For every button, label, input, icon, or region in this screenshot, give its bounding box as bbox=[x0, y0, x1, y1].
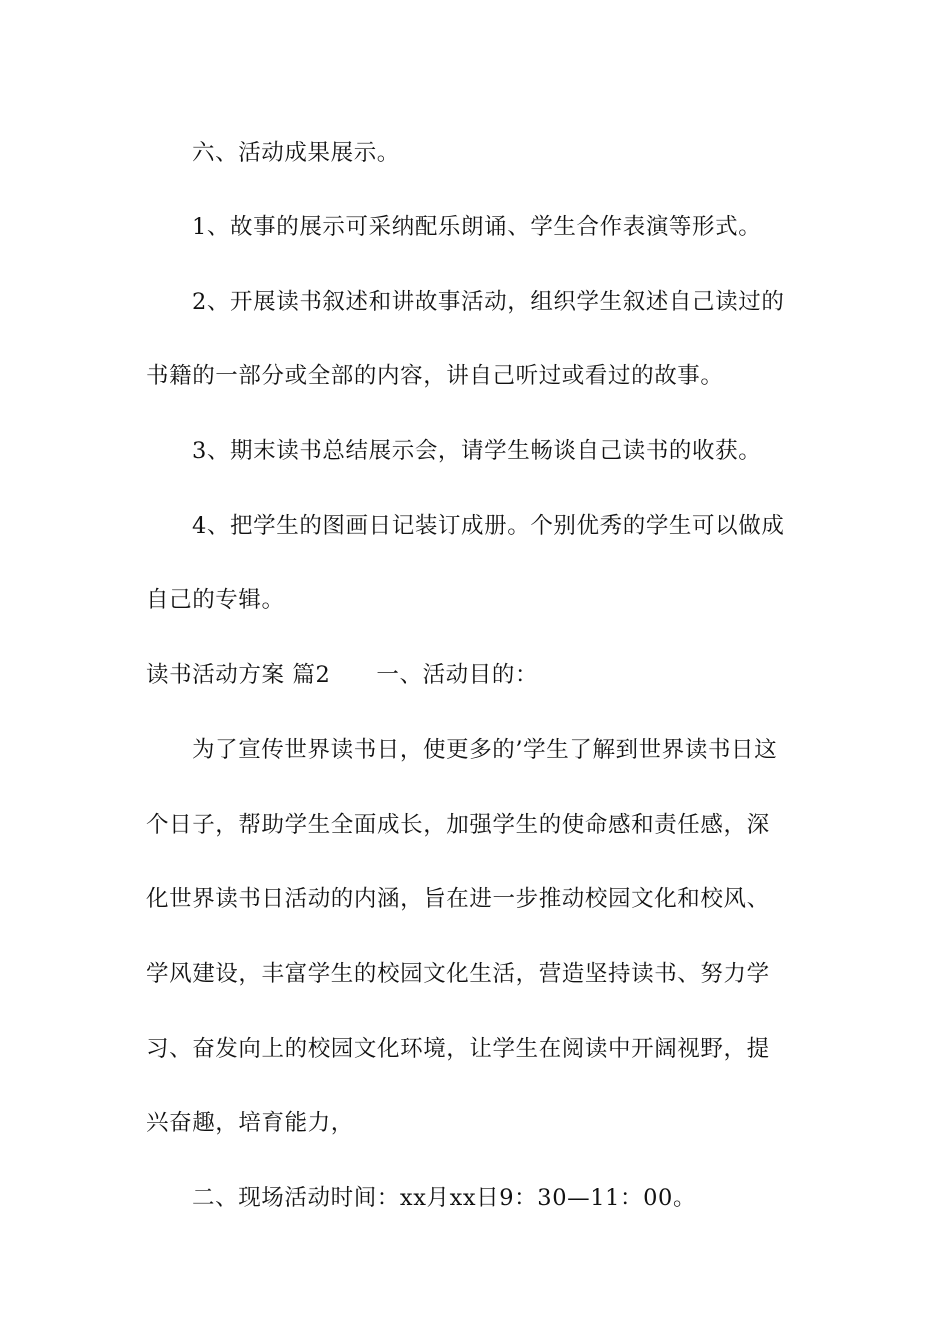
paragraph-line: 4、把学生的图画日记装订成册。个别优秀的学生可以做成 bbox=[192, 513, 785, 539]
paragraph-line: 兴奋趣，培育能力， bbox=[146, 1110, 354, 1136]
paragraph-line: 习、奋发向上的校园文化环境，让学生在阅读中开阔视野，提 bbox=[146, 1036, 770, 1062]
section-title: 读书活动方案 篇2 bbox=[146, 662, 331, 688]
section-heading bbox=[146, 661, 816, 689]
paragraph-line: 2、开展读书叙述和讲故事活动，组织学生叙述自己读过的 bbox=[192, 289, 785, 315]
paragraph-line: 书籍的一部分或全部的内容，讲自己听过或看过的故事。 bbox=[146, 363, 724, 389]
paragraph-line: 1、故事的展示可采纳配乐朗诵、学生合作表演等形式。 bbox=[192, 214, 762, 240]
section-subtitle: 一、活动目的： bbox=[376, 662, 539, 688]
paragraph-line: 六、活动成果展示。 bbox=[192, 140, 400, 166]
paragraph-line: 3、期末读书总结展示会，请学生畅谈自己读书的收获。 bbox=[192, 438, 762, 464]
paragraph-line: 个日子，帮助学生全面成长，加强学生的使命感和责任感，深 bbox=[146, 812, 770, 838]
paragraph-line: 二、现场活动时间：xx月xx日9：30—11：00。 bbox=[192, 1185, 697, 1211]
paragraph-line: 化世界读书日活动的内涵，旨在进一步推动校园文化和校风、 bbox=[146, 886, 770, 912]
paragraph-line: 自己的专辑。 bbox=[146, 587, 285, 613]
paragraph-line: 学风建设，丰富学生的校园文化生活，营造坚持读书、努力学 bbox=[146, 961, 770, 987]
paragraph-line: 为了宣传世界读书日，使更多的’学生了解到世界读书日这 bbox=[192, 737, 778, 763]
